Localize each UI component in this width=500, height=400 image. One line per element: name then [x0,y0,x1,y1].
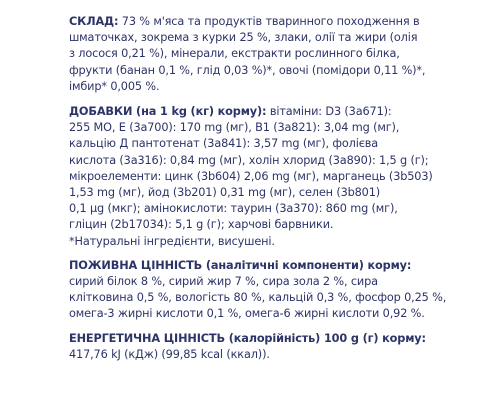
analytic-line-2: клітковина 0,5 %, вологість 80 %, кальцій 0,3 %, фосфор 0,25 %, [69,291,447,305]
composition-line-3: з лосося 0,21 %), мінерали, екстракти рослинного білка, [69,47,400,61]
analytic-line-3: омега-3 жирні кислоти 0,1 %, омега-6 жирні кислоти 0,92 %. [69,307,425,321]
additives-heading: ДОБАВКИ (на 1 kg (кг) корму): [69,105,267,119]
additives-section [69,104,492,250]
composition-line-2: шматочках, зокрема з курки 25 %, злаки, олії та жири (олія [69,31,418,45]
energy-line-1: 417,76 kJ (кДж) (99,85 kcal (ккал)). [69,347,270,361]
additives-line-1 [69,104,492,120]
analytic-line-1: сирий білок 8 %, сирий жир 7 %, сира зола 2 %, сира [69,275,378,289]
additives-line-3: кальцію Д пантотенат (3a841): 3,57 mg (мг), фолієва [69,137,379,151]
composition-line-1 [69,14,492,30]
additives-line-8: гліцин (2b17034): 5,1 g (г); харчові барвники. [69,218,334,232]
energy-heading: ЕНЕРГЕТИЧНА ЦІННІСТЬ (калорійність) 100 g (г) корму: [69,331,426,345]
composition-line-4: фрукти (банан 0,1 %, глід 0,03 %)*, овочі (помідори 0,11 %)*, [69,63,426,77]
composition-section [69,14,492,95]
additives-line-6: 1,53 mg (мг), йод (3b201) 0,31 mg (мг), селен (3b801) [69,186,381,200]
composition-line-5: імбир* 0,005 %. [69,79,160,93]
additives-footnote: *Натуральні інгредієнти, висушені. [69,234,275,248]
analytic-section [69,258,492,323]
additives-line-4: кислота (3a316): 0,84 mg (мг), холін хлорид (3a890): 1,5 g (г); [69,153,429,167]
additives-line-2: 255 МО, Е (3a700): 170 mg (мг), В1 (3a821): 3,04 mg (мг), [69,121,400,135]
analytic-heading: ПОЖИВНА ЦІННІСТЬ (аналітичні компоненти) корму: [69,258,412,272]
additives-text: вітаміни: D3 (3a671): [266,105,392,119]
composition-text: 73 % м'яса та продуктів тваринного походження в [118,15,420,28]
additives-line-5: мікроелементи: цинк (3b604) 2,06 mg (мг), марганець (3b503) [69,169,433,183]
additives-line-7: 0,1 µg (мкг); амінокислоти: таурин (3a370): 860 mg (мг), [69,202,398,216]
composition-heading: СКЛАД: [69,15,119,28]
energy-section [69,331,492,363]
